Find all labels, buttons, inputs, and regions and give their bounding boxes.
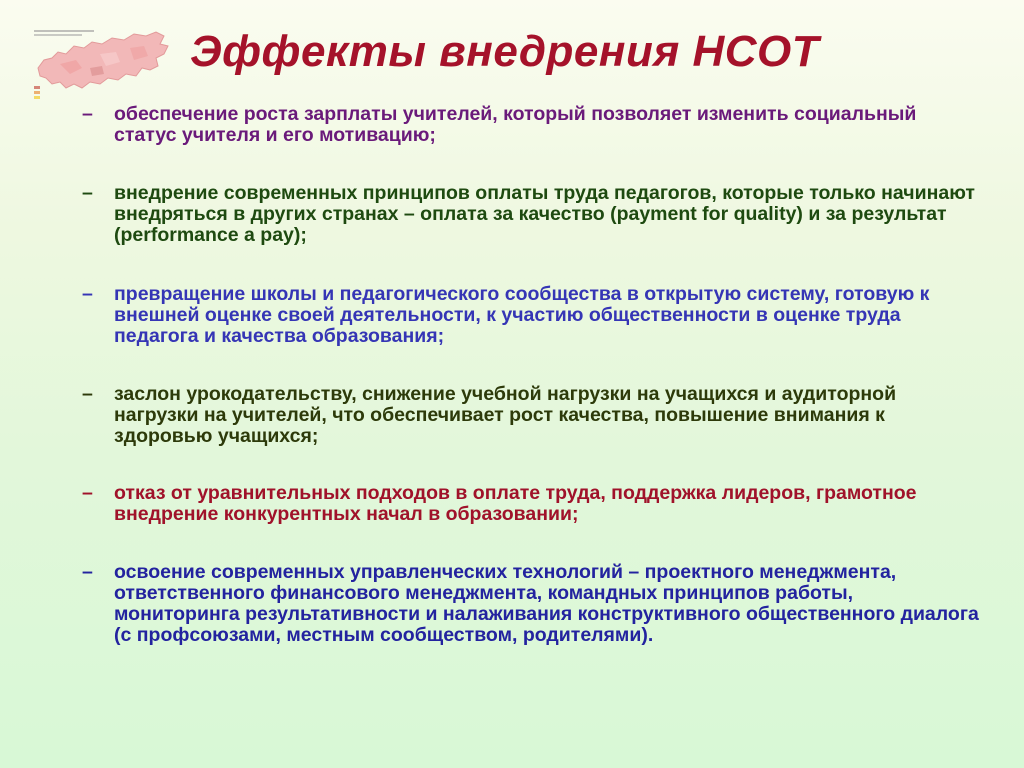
bullet-text: превращение школы и педагогического сообщества в открытую систему, готовую к внешней оценке своей деятельности, к участию общественности в оценке труда педагога и качества образования; [114,283,930,347]
list-item [82,483,982,525]
bullet-dash: – [82,182,93,204]
russia-map-icon [30,24,180,102]
bullet-dash: – [82,283,93,305]
bullet-dash: – [82,561,93,583]
list-item [82,562,982,646]
bullet-text: освоение современных управленческих технологий – проектного менеджмента, ответственного финансового менеджмента, командных принципов работы, мониторинга результативности и налаживания конструктивного общественного диалога (с профсоюзами, местным сообществом, родителями). [114,561,979,646]
bullet-text: заслон урокодательству, снижение учебной нагрузки на учащихся и аудиторной нагрузки на учителей, что обеспечивает рост качества, повышение внимания к здоровью учащихся; [114,383,897,447]
list-item [82,183,982,246]
slide-title: Эффекты внедрения НСОТ [190,27,820,76]
bullet-text: внедрение современных принципов оплаты труда педагогов, которые только начинают внедряться в других странах – оплата за качество (payment for quality) и за результат (performance a pay); [114,182,975,246]
list-item [82,284,982,347]
bullet-list [82,104,982,646]
bullet-dash: – [82,103,93,125]
list-item [82,384,982,447]
bullet-dash: – [82,482,93,504]
bullet-dash: – [82,383,93,405]
bullet-text: обеспечение роста зарплаты учителей, который позволяет изменить социальный статус учителя и его мотивацию; [114,103,917,146]
bullet-text: отказ от уравнительных подходов в оплате труда, поддержка лидеров, грамотное внедрение конкурентных начал в образовании; [114,482,917,525]
list-item [82,104,982,146]
